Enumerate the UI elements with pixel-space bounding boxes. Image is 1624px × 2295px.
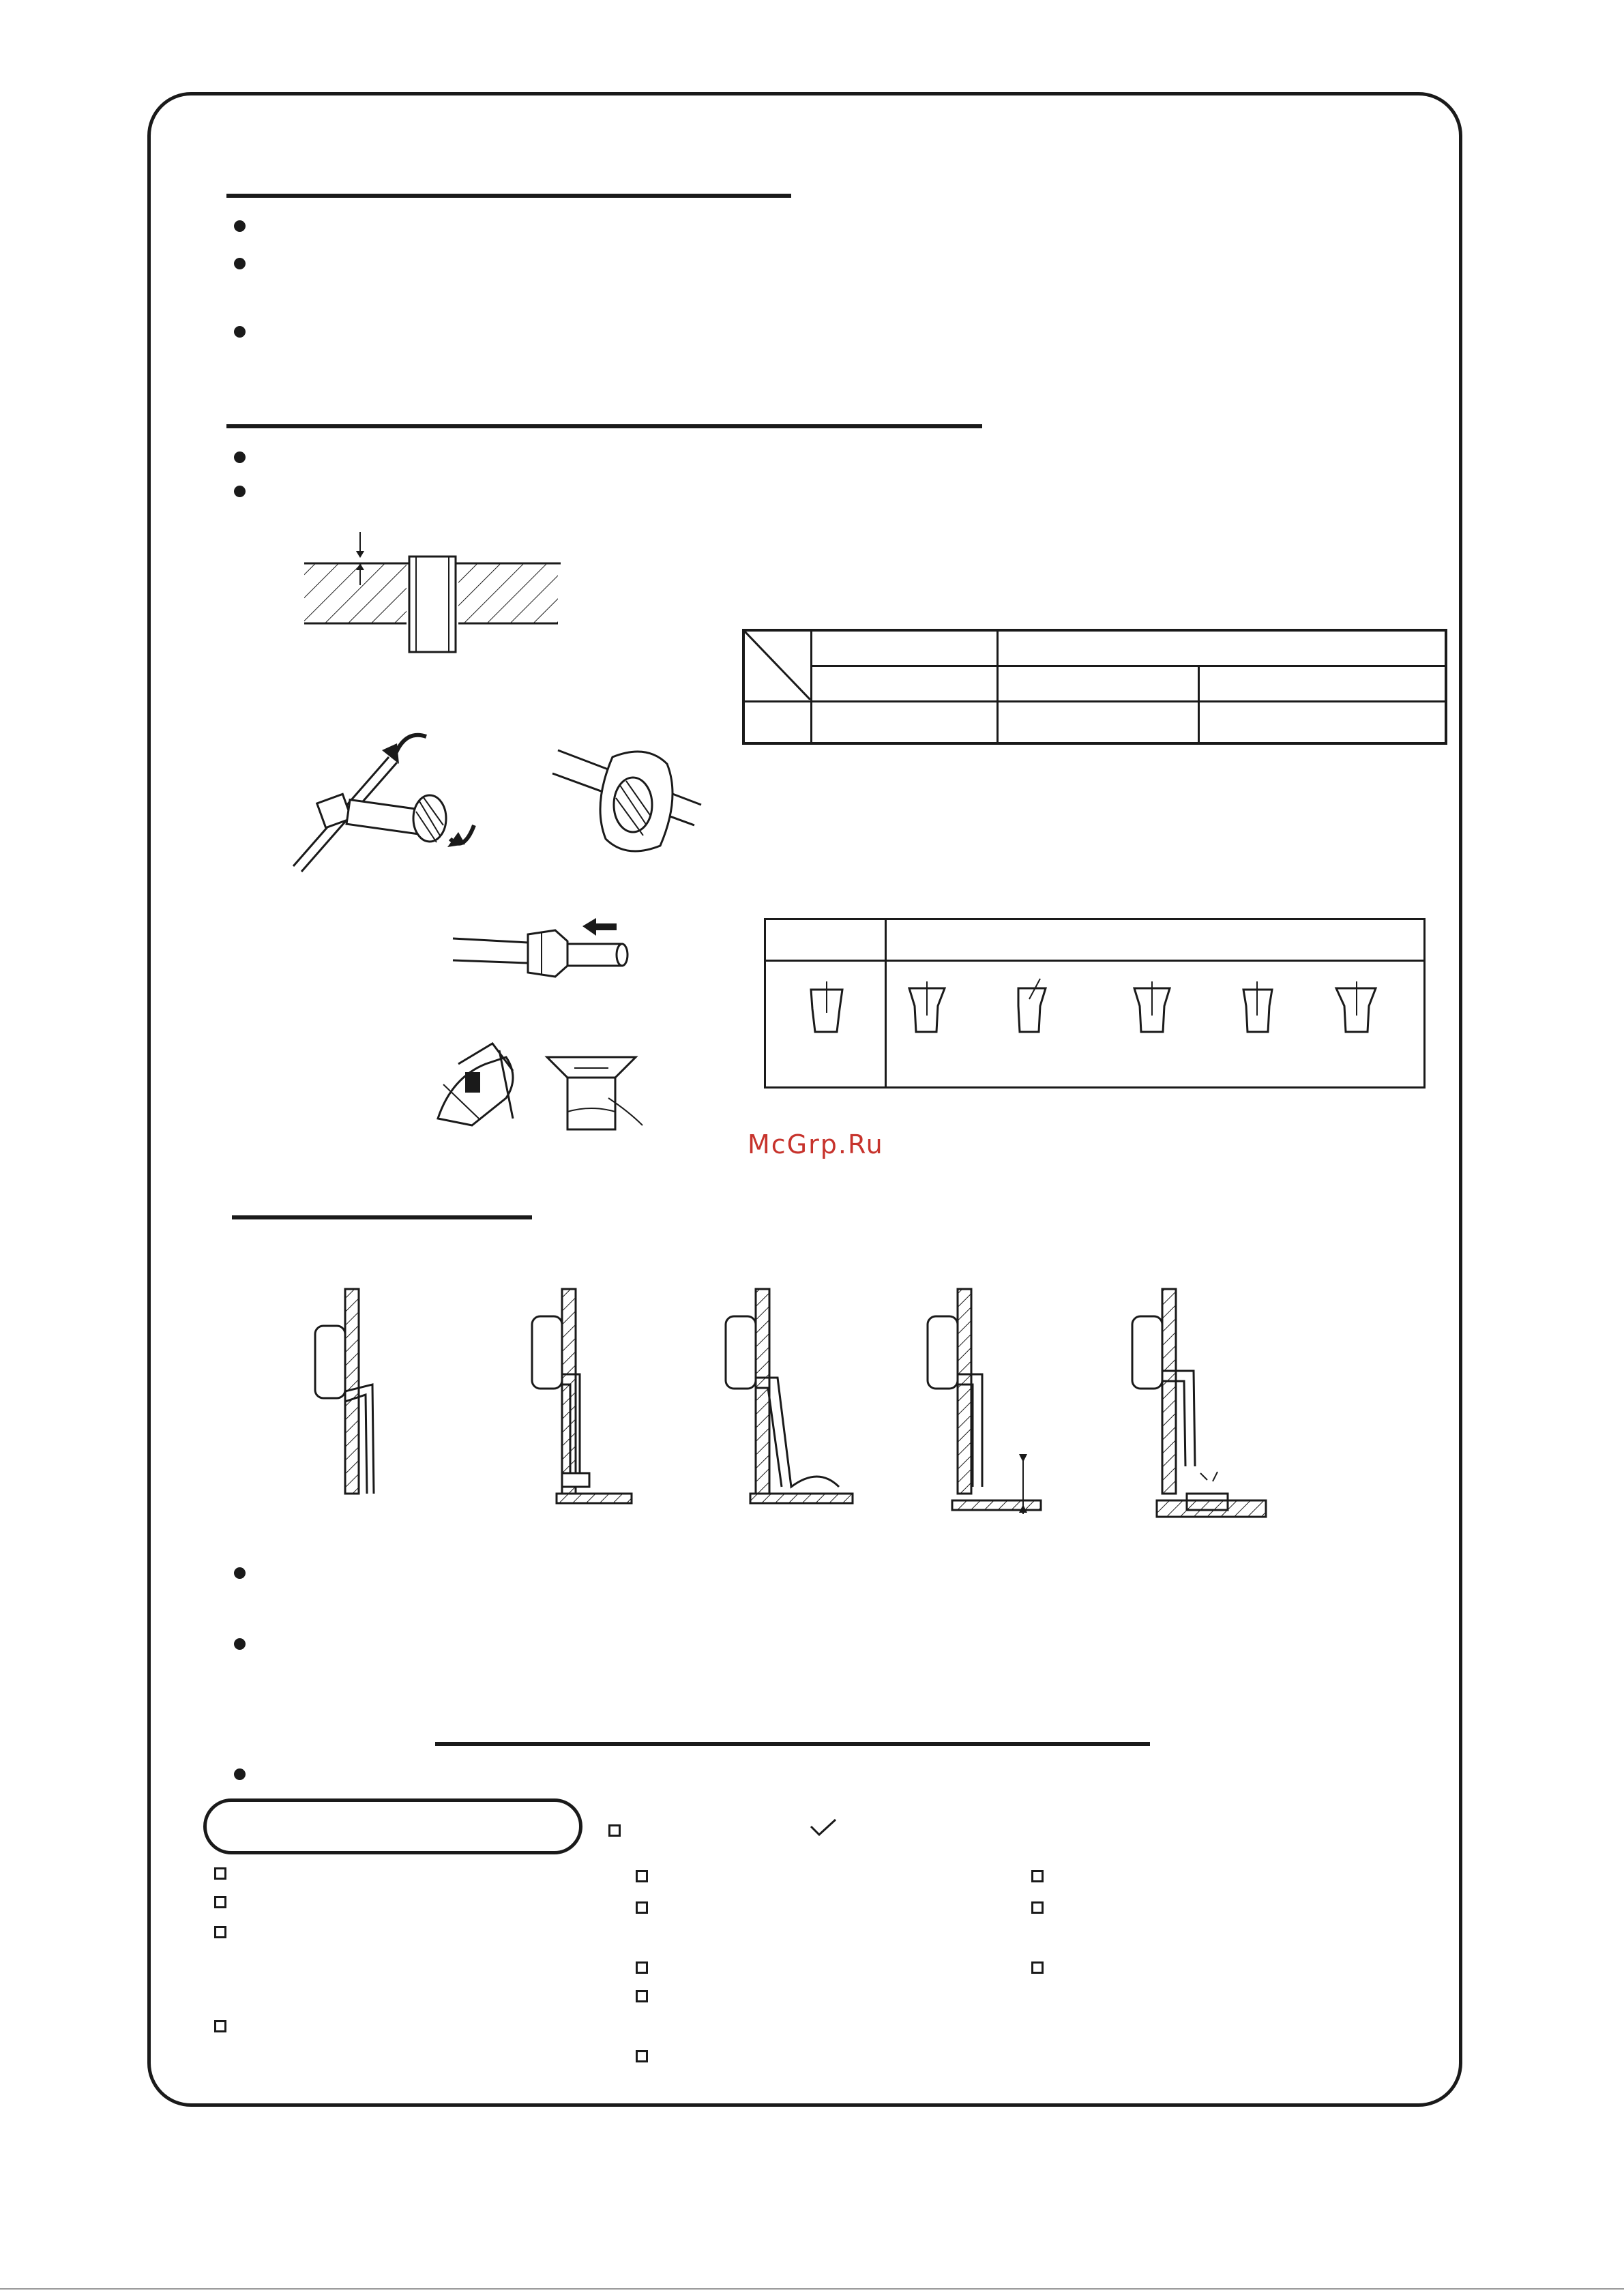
- pipe-cutter-figure: [286, 723, 518, 880]
- section-2-heading-rule: [226, 424, 982, 428]
- checkbox-icon[interactable]: [1031, 1961, 1044, 1974]
- bullet-icon: [234, 486, 246, 497]
- checkbox-icon[interactable]: [636, 2050, 648, 2062]
- checkbox-icon[interactable]: [214, 1926, 226, 1938]
- table-cell: [743, 701, 812, 743]
- checkbox-icon[interactable]: [214, 1896, 226, 1908]
- checkbox-icon[interactable]: [636, 1990, 648, 2002]
- checkbox-icon[interactable]: [1031, 1870, 1044, 1882]
- checkbox-icon[interactable]: [214, 2020, 226, 2032]
- table-header-cell: [998, 630, 1447, 666]
- table-cell: [998, 701, 1199, 743]
- pipe-wall-section-figure: [300, 532, 566, 655]
- checkbox-icon[interactable]: [608, 1824, 621, 1837]
- bullet-icon: [234, 1768, 246, 1780]
- drain-pipe-figures: [300, 1289, 1282, 1521]
- section-1-heading-rule: [226, 194, 791, 198]
- table-subheader-cell: [812, 666, 998, 701]
- checkbox-icon[interactable]: [214, 1867, 226, 1880]
- bullet-icon: [234, 326, 246, 338]
- checklist-title-pill: [203, 1798, 582, 1854]
- bullet-icon: [234, 220, 246, 232]
- checkbox-icon[interactable]: [1031, 1901, 1044, 1914]
- table-subheader-cell: [1199, 666, 1447, 701]
- scan-edge-line: [0, 2288, 1624, 2290]
- flaring-tool-figure: [431, 1037, 643, 1132]
- checkbox-icon[interactable]: [636, 1961, 648, 1974]
- watermark-text: McGrp.Ru: [748, 1129, 884, 1159]
- checkbox-icon[interactable]: [636, 1901, 648, 1914]
- table-cell: [812, 701, 998, 743]
- bullet-icon: [234, 1567, 246, 1579]
- checkmark-icon: [810, 1818, 837, 1836]
- flare-inspection-table: [764, 918, 1426, 1089]
- flare-nut-insert-figure: [453, 914, 637, 982]
- checkbox-icon[interactable]: [636, 1870, 648, 1882]
- flare-dimension-table: [742, 629, 1447, 745]
- bullet-icon: [234, 451, 246, 463]
- table-subheader-cell: [998, 666, 1199, 701]
- section-4-heading-rule: [435, 1742, 1150, 1746]
- table-cell: [1199, 701, 1447, 743]
- section-3-heading-rule: [232, 1215, 532, 1219]
- table-diagonal-header-cell: [743, 630, 812, 701]
- bullet-icon: [234, 258, 246, 269]
- hand-deburring-figure: [551, 743, 708, 859]
- flare-examples-figure: [766, 961, 1428, 1091]
- bullet-icon: [234, 1638, 246, 1650]
- table-header-cell: [812, 630, 998, 666]
